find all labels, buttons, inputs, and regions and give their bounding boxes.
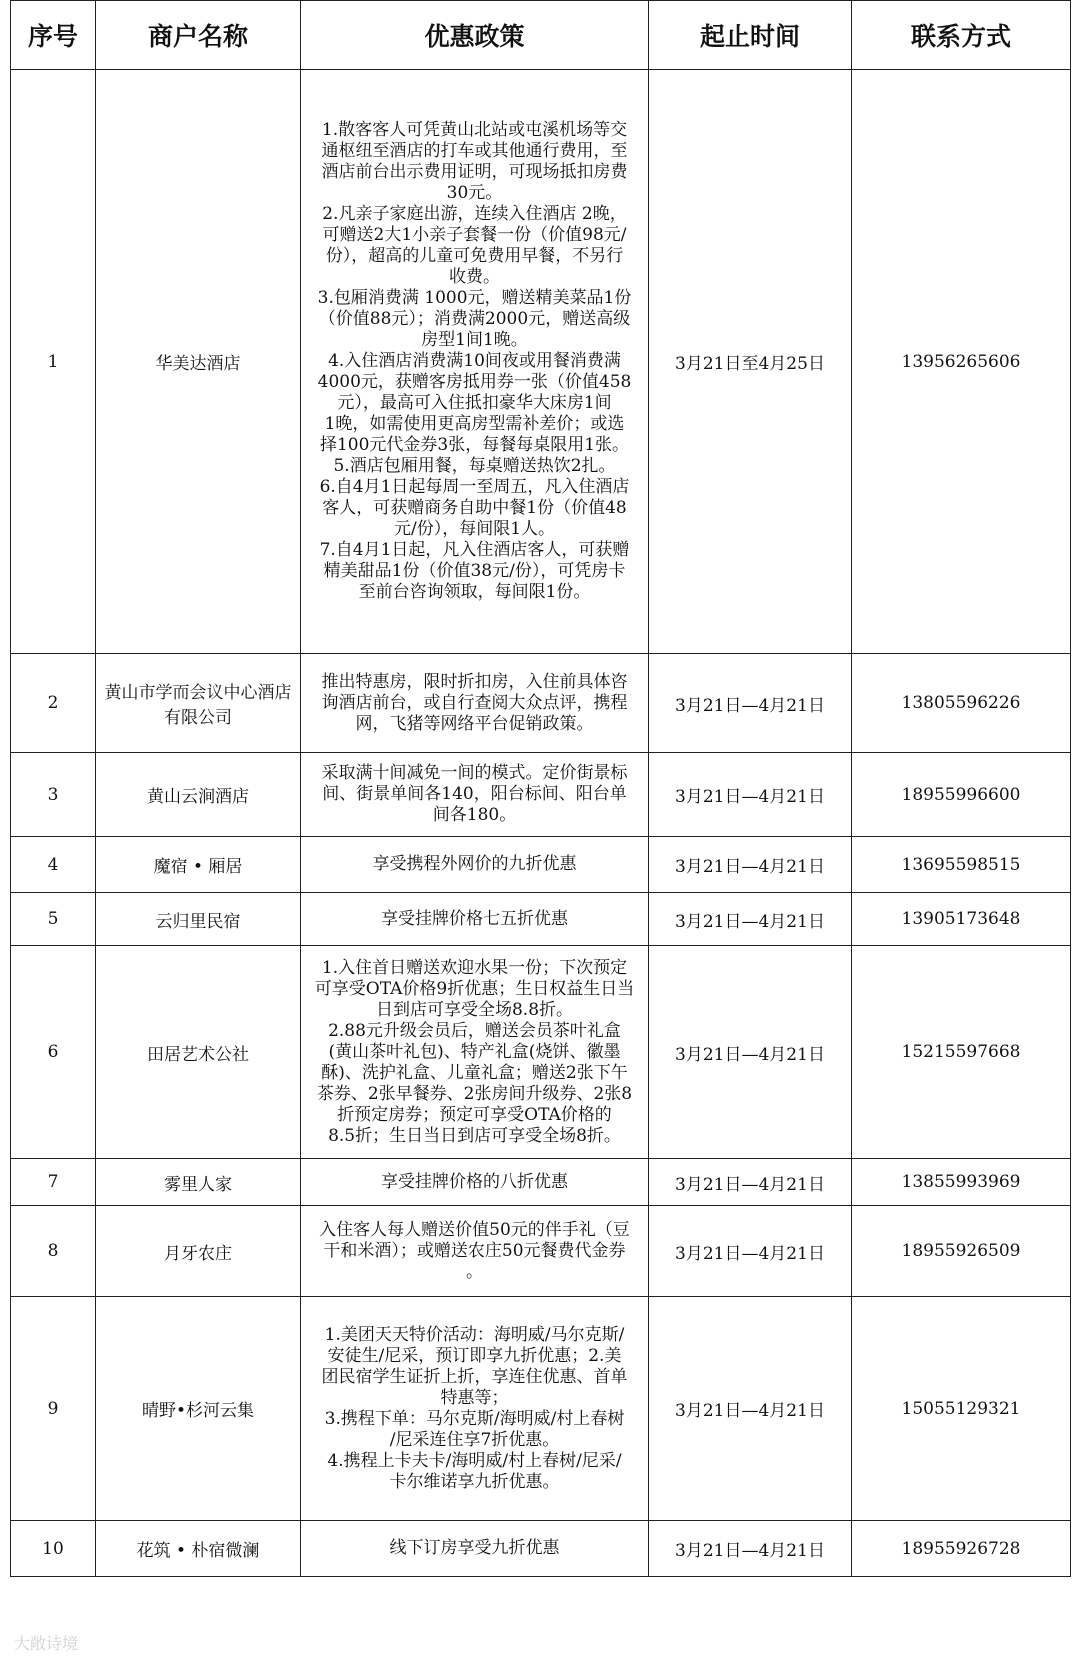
header-index: 序号: [11, 1, 96, 70]
policy-line: 客人，可获赠商务自助中餐1份（价值48: [322, 498, 627, 518]
row-index: 1: [11, 70, 96, 654]
contact-phone: 15055129321: [852, 1297, 1071, 1521]
contact-phone: 13956265606: [852, 70, 1071, 654]
policy-line: 择100元代金券3张，每餐每桌限用1张。: [319, 435, 630, 455]
policy-line: 元），最高可入住抵扣豪华大床房1间: [337, 393, 612, 413]
policy-line: 卡尔维诺享九折优惠。: [389, 1471, 560, 1492]
row-index: 10: [11, 1521, 96, 1577]
table-row: [11, 1206, 1071, 1297]
policy-line: 1.美团天天特价活动：海明威/马尔克斯/: [324, 1324, 625, 1345]
merchant-name: 黄山市学而会议中心酒店有限公司: [96, 654, 301, 753]
policy-line: 份），超高的儿童可免费用早餐，不另行: [325, 246, 624, 266]
row-index: 7: [11, 1159, 96, 1206]
policy-line: 可赠送2大1小亲子套餐一份（价值98元/: [322, 225, 627, 245]
policy-line: 特惠等；: [440, 1387, 509, 1408]
policy-line: 间、街景单间各140，阳台标间、阳台单: [322, 784, 627, 804]
watermark-logo: 大敞诗境: [14, 1634, 79, 1653]
policy-line: 推出特惠房，限时折扣房，入住前具体咨: [321, 671, 628, 692]
policy-line: 。: [466, 1261, 483, 1282]
period: 3月21日—4月21日: [649, 893, 852, 946]
contact-phone: 18955996600: [852, 753, 1071, 837]
policy-line: 网，飞猪等网络平台促销政策。: [355, 713, 594, 734]
policy-text: [301, 1206, 649, 1297]
policy-line: 日到店可享受全场8.8折。: [375, 999, 574, 1020]
header-contact: 联系方式: [852, 1, 1071, 70]
policy-line: 4.携程上卡夫卡/海明威/村上春树/尼采/: [327, 1450, 622, 1471]
merchant-name: 晴野•杉河云集: [96, 1297, 301, 1521]
period: 3月21日—4月21日: [649, 1297, 852, 1521]
contact-phone: 13855993969: [852, 1159, 1071, 1206]
policy-text: [301, 837, 649, 893]
period: 3月21日—4月21日: [649, 946, 852, 1159]
table-row: [11, 70, 1071, 654]
contact-phone: 15215597668: [852, 946, 1071, 1159]
policy-line: 3.携程下单：马尔克斯/海明威/村上春树: [324, 1408, 625, 1429]
policy-text: [301, 1159, 649, 1206]
policy-line: 2.88元升级会员后，赠送会员茶叶礼盒: [328, 1020, 621, 1041]
policy-line: 至前台咨询领取，每间限1份。: [358, 582, 591, 602]
table-row: [11, 654, 1071, 753]
policy-line: 询酒店前台，或自行查阅大众点评，携程: [321, 692, 628, 713]
policy-line: 房型1间1晚。: [421, 330, 528, 350]
contact-phone: 13905173648: [852, 893, 1071, 946]
row-index: 5: [11, 893, 96, 946]
contact-phone: 13805596226: [852, 654, 1071, 753]
policy-line: 1.散客客人可凭黄山北站或屯溪机场等交: [321, 120, 628, 140]
merchant-name: 雾里人家: [96, 1159, 301, 1206]
policy-line: 享受挂牌价格七五折优惠: [381, 908, 568, 929]
policy-line: 享受携程外网价的九折优惠: [372, 854, 577, 874]
period: 3月21日—4月21日: [649, 1206, 852, 1297]
policy-line: （价值88元）；消费满2000元，赠送高级: [318, 309, 631, 329]
policy-line: 元/份），每间限1人。: [393, 519, 556, 539]
row-index: 6: [11, 946, 96, 1159]
period: 3月21日—4月21日: [649, 1159, 852, 1206]
table-row: [11, 1159, 1071, 1206]
policy-line: 1.入住首日赠送欢迎水果一份；下次预定: [321, 957, 628, 978]
table-row: [11, 837, 1071, 893]
row-index: 4: [11, 837, 96, 893]
policy-line: 4000元，获赠客房抵用券一张（价值458: [317, 372, 632, 392]
policy-line: 通枢纽至酒店的打车或其他通行费用，至: [321, 141, 628, 161]
merchant-name: 魔宿 • 厢居: [96, 837, 301, 893]
policy-text: [301, 1297, 649, 1521]
row-index: 2: [11, 654, 96, 753]
merchant-name: 月牙农庄: [96, 1206, 301, 1297]
header-period: 起止时间: [649, 1, 852, 70]
policy-line: 精美甜品1份（价值38元/份），可凭房卡: [323, 561, 626, 581]
policy-line: 30元。: [446, 183, 503, 203]
policy-line: 入住客人每人赠送价值50元的伴手礼（豆: [319, 1219, 630, 1240]
policy-line: /尼采连住享7折优惠。: [389, 1429, 560, 1450]
policy-line: 茶券、2张早餐券、2张房间升级券、2张8: [316, 1083, 633, 1104]
period: 3月21日—4月21日: [649, 654, 852, 753]
policy-line: 酒店前台出示费用证明，可现场抵扣房费: [321, 162, 628, 182]
contact-phone: 13695598515: [852, 837, 1071, 893]
row-index: 9: [11, 1297, 96, 1521]
period: 3月21日—4月21日: [649, 1521, 852, 1577]
header-merchant-name: 商户名称: [96, 1, 301, 70]
contact-phone: 18955926728: [852, 1521, 1071, 1577]
merchant-name: 华美达酒店: [96, 70, 301, 654]
policy-text: [301, 946, 649, 1159]
policy-text: [301, 654, 649, 753]
table-row: [11, 893, 1071, 946]
contact-phone: 18955926509: [852, 1206, 1071, 1297]
merchant-name: 云归里民宿: [96, 893, 301, 946]
table-row: [11, 1297, 1071, 1521]
policy-text: [301, 893, 649, 946]
merchant-name: 花筑 • 朴宿微澜: [96, 1521, 301, 1577]
policy-text: [301, 753, 649, 837]
row-index: 8: [11, 1206, 96, 1297]
merchant-name: 田居艺术公社: [96, 946, 301, 1159]
header-policy: 优惠政策: [301, 1, 649, 70]
policy-line: 安徒生/尼采，预订即享九折优惠；2.美: [327, 1345, 622, 1366]
policy-line: 5.酒店包厢用餐，每桌赠送热饮2扎。: [333, 456, 616, 476]
merchant-name: 黄山云涧酒店: [96, 753, 301, 837]
policy-line: 7.自4月1日起，凡入住酒店客人，可获赠: [319, 540, 630, 560]
policy-line: 3.包厢消费满 1000元，赠送精美菜品1份: [317, 288, 632, 308]
policy-line: 享受挂牌价格的八折优惠: [381, 1171, 568, 1192]
policy-line: 1晚，如需使用更高房型需补差价；或选: [324, 414, 625, 434]
policy-line: 酥)、洗护礼盒、儿童礼盒；赠送2张下午: [321, 1062, 628, 1083]
table-row: [11, 946, 1071, 1159]
policy-line: (黄山茶叶礼包)、特产礼盒(烧饼、徽墨: [328, 1041, 621, 1062]
period: 3月21日—4月21日: [649, 837, 852, 893]
table-row: [11, 1521, 1071, 1577]
policy-line: 间各180。: [432, 805, 517, 825]
period: 3月21日—4月21日: [649, 753, 852, 837]
policy-line: 4.入住酒店消费满10间夜或用餐消费满: [328, 351, 621, 371]
policy-line: 2.凡亲子家庭出游，连续入住酒店 2晚，: [322, 204, 627, 224]
table-row: [11, 753, 1071, 837]
table-header-row: [11, 1, 1071, 70]
policy-text: [301, 1521, 649, 1577]
policy-line: 折预定房券；预定可享受OTA价格的: [337, 1104, 612, 1125]
policy-line: 可享受OTA价格9折优惠；生日权益生日当: [314, 978, 635, 999]
policy-line: 干和米酒）；或赠送农庄50元餐费代金券: [323, 1240, 626, 1261]
policy-line: 采取满十间减免一间的模式。定价街景标: [321, 763, 628, 783]
policy-line: 团民宿学生证折上折，享连住优惠、首单: [321, 1366, 628, 1387]
policy-line: 收费。: [449, 267, 500, 287]
merchant-discount-table: [10, 0, 1071, 1577]
policy-line: 6.自4月1日起每周一至周五，凡入住酒店: [319, 477, 630, 497]
row-index: 3: [11, 753, 96, 837]
period: 3月21日至4月25日: [649, 70, 852, 654]
policy-line: 8.5折；生日当日到店可享受全场8折。: [328, 1125, 621, 1146]
policy-text: [301, 70, 649, 654]
policy-line: 线下订房享受九折优惠: [389, 1538, 560, 1558]
